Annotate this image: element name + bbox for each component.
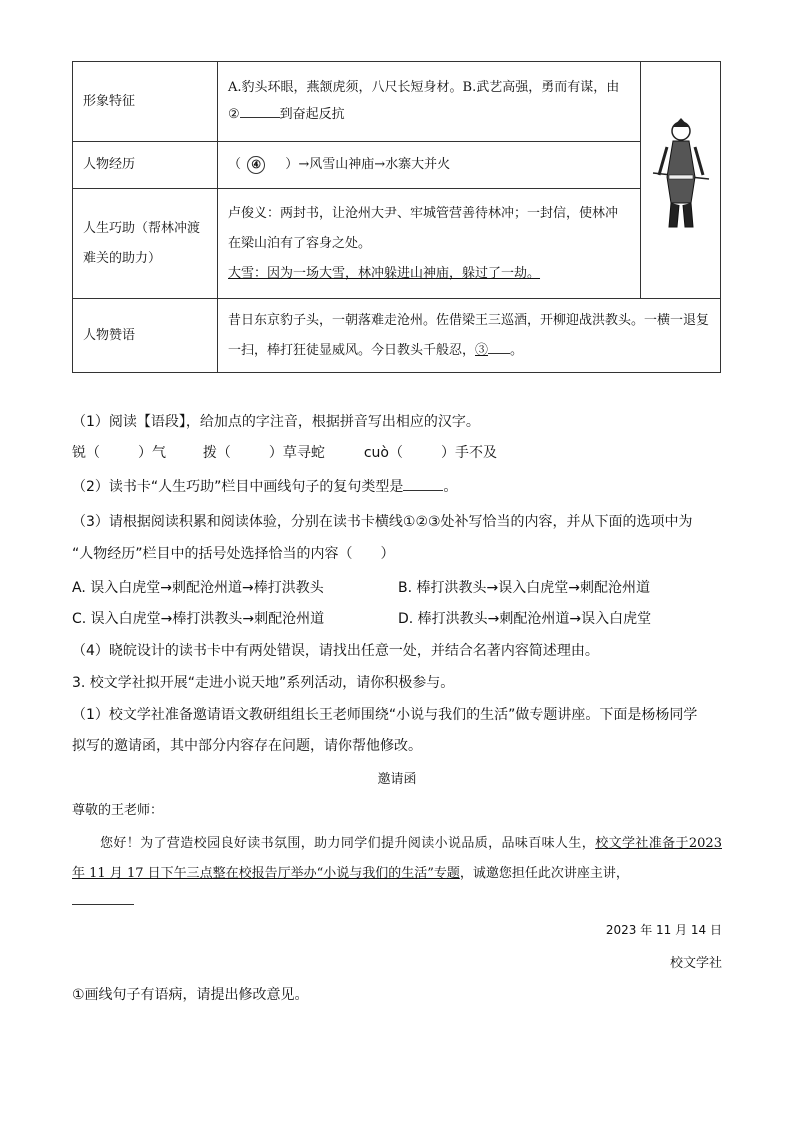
cell-life-help — [218, 189, 641, 299]
label-praise: 人物赞语 — [73, 299, 218, 373]
paren-open: （ — [228, 157, 242, 172]
letter-answer-blank — [72, 904, 134, 905]
letter-signature: 校文学社 — [669, 956, 722, 971]
letter-title: 邀请函 — [377, 772, 417, 787]
word-3-start: cuò（ — [363, 445, 403, 461]
option-d[interactable]: D. 棒打洪教头→刺配沧州道→误入白虎堂 — [398, 611, 652, 627]
question-2 — [72, 474, 457, 496]
question-3-line-2: “人物经历”栏目中的括号处选择恰当的内容（ ） — [72, 546, 395, 562]
label-appearance: 形象特征 — [73, 62, 218, 142]
letter-date: 2023 年 11 月 14 日 — [605, 923, 722, 937]
option-b[interactable]: B. 棒打洪教头→误入白虎堂→刺配沧州道 — [398, 580, 650, 596]
help-lu-junyi: 卢俊义：两封书，让沧州大尹、牢城管营善待林冲；一封信，使林冲在梁山泊有了容身之处。 — [228, 205, 619, 251]
answer-blank-q2 — [403, 474, 443, 491]
paren-close: ） — [285, 157, 299, 172]
lin-chong-portrait-icon — [651, 115, 711, 235]
label-life-help: 人生巧助（帮林冲渡难关的助力） — [73, 189, 218, 299]
word-1-end: ）气 — [138, 445, 166, 461]
blank-3 — [488, 337, 510, 354]
cell-experience — [218, 142, 641, 189]
appearance-text-end: 到奋起反抗 — [279, 107, 345, 122]
blank-number-4: ④ — [247, 156, 265, 174]
word-2-start: 拨（ — [202, 445, 231, 461]
question-4: （4）晓皖设计的读书卡中有两处错误，请找出任意一处，并结合名著内容简述理由。 — [72, 643, 599, 659]
section-3-q1-line-2: 拟写的邀请函，其中部分内容存在问题，请你帮他修改。 — [72, 738, 422, 754]
letter-underlined-part-2: 2023 年 11 月 17 日下午三点整在校报告厅举办“小说与我们的生活”专题 — [72, 836, 722, 881]
appearance-text: A.豹头环眼，燕颔虎须，八尺长短身材。B.武艺高强，勇而有谋，由 — [228, 80, 620, 95]
portrait-cell — [641, 62, 721, 299]
question-2-text: （2）读书卡“人生巧助”栏目中画线句子的复句类型是 — [72, 479, 404, 495]
word-3-end: ）手不及 — [440, 445, 497, 461]
label-experience: 人物经历 — [73, 142, 218, 189]
word-2-end: ）草寻蛇 — [268, 445, 325, 461]
option-c[interactable]: C. 误入白虎堂→棒打洪教头→刺配沧州道 — [72, 611, 325, 627]
letter-greeting: 尊敬的王老师： — [72, 803, 164, 818]
praise-end: 。 — [510, 342, 524, 358]
letter-body-end: ，诚邀您担任此次讲座主讲， — [459, 866, 629, 881]
help-snow-underlined: 大雪：因为一场大雪，林冲躲进山神庙，躲过了一劫。 — [228, 265, 541, 281]
cell-praise — [218, 299, 721, 373]
question-2-end: 。 — [443, 479, 458, 495]
question-1-words — [72, 442, 497, 462]
section-3-heading: 3. 校文学社拟开展“走进小说天地”系列活动，请你积极参与。 — [72, 675, 455, 691]
cell-appearance — [218, 62, 641, 142]
option-a[interactable]: A. 误入白虎堂→刺配沧州道→棒打洪教头 — [72, 580, 324, 596]
reading-card-table — [72, 61, 721, 373]
blank-number-3: ③ — [475, 342, 489, 358]
section-3-q1-line-1: （1）校文学社准备邀请语文教研组组长王老师围绕“小说与我们的生活”做专题讲座。下面是杨杨同学 — [72, 707, 698, 723]
blank-number-2: ② — [228, 107, 240, 122]
letter-body-text: 您好！为了营造校园良好读书氛围，助力同学们提升阅读小说品质，品味百味人生， — [100, 836, 596, 851]
word-1-start: 锐（ — [72, 445, 100, 461]
final-question: ①画线句子有语病，请提出修改意见。 — [72, 987, 309, 1003]
letter-underlined-part-1: 校文学社准备于 — [595, 836, 689, 851]
letter-body — [72, 829, 722, 889]
praise-text: 昔日东京豹子头，一朝落难走沧州。佐借梁王三巡酒，开柳迎战洪教头。一横一退复一扫，棒打狂徒显威风。今日教头千般忍， — [228, 312, 710, 358]
question-1: （1）阅读【语段】，给加点的字注音，根据拼音写出相应的汉字。 — [72, 414, 480, 430]
question-3-line-1: （3）请根据阅读积累和阅读体验，分别在读书卡横线①②③处补写恰当的内容，并从下面的选项中为 — [72, 514, 693, 530]
blank-2 — [240, 101, 280, 118]
experience-text: →风雪山神庙→水寨大并火 — [298, 157, 451, 172]
